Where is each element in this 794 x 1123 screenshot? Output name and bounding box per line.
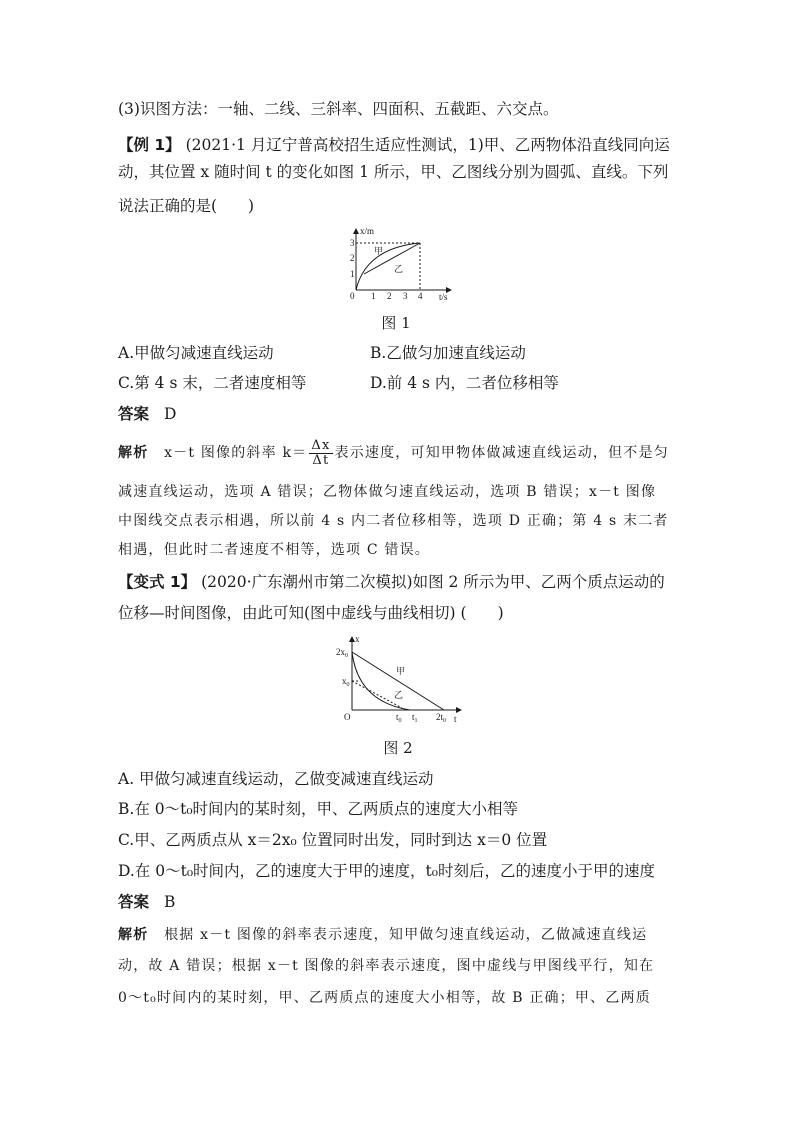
figure1-xt-graph [336,224,456,306]
variant1-option-a: A. 甲做匀减速直线运动，乙做变减速直线运动 [118,770,434,788]
example1-tag: 【例 1】 [118,136,181,154]
figure2-label-yi: 乙 [394,690,404,700]
figure1-x-label: t/s [439,292,448,302]
figure2-line-jia [352,652,444,710]
variant1-line2: 位移—时间图像，由此可知(图中虚线与曲线相切) ( ) [118,604,504,622]
example1-option-a: A.甲做匀减速直线运动 [118,344,274,362]
figure1-ytick-3: 3 [350,238,355,248]
figure1-ytick-2: 2 [350,253,355,263]
variant1-text1: (2020·广东潮州市第二次模拟)如图 2 所示为甲、乙两个质点运动的 [201,573,665,591]
figure2-xt-graph [330,632,470,724]
variant1-solution-line1 [118,924,688,946]
example1-option-b: B.乙做匀加速直线运动 [370,344,526,362]
figure2-ylabel-2x0: $2x_0$ [336,647,348,659]
variant1-option-d: D.在 0～t₀时间内，乙的速度大于甲的速度，t₀时刻后，乙的速度小于甲的速度 [118,862,655,880]
figure2-caption: 图 2 [383,739,413,757]
variant1-answer-label: 答案 [118,893,150,911]
variant1-option-b: B.在 0～t₀时间内的某时刻，甲、乙两质点的速度大小相等 [118,800,519,818]
example1-line3: 说法正确的是( ) [118,197,255,215]
figure1-y-label: x/m [360,226,375,236]
variant1-solution-line3: 0～t₀时间内的某时刻，甲、乙两质点的速度大小相等，故 B 正确；甲、乙两质 [118,990,651,1006]
figure1-xtick-4: 4 [418,291,423,301]
figure1-y-arrow [353,228,359,234]
example1-solution-line3: 中图线交点表示相遇，所以前 4 s 内二者位移相等，选项 D 正确；第 4 s 末二者 [118,513,669,529]
figure2-origin: O [344,712,351,722]
figure1-ytick-1: 1 [350,269,355,279]
example1-line1 [118,134,688,156]
figure1-xtick-3: 3 [403,291,408,301]
figure1-caption: 图 1 [381,314,411,332]
variant1-solution-line2: 动，故 A 错误；根据 x－t 图像的斜率表示速度，图中虚线与甲图线平行，知在 [118,958,655,974]
example1-answer-label: 答案 [118,405,150,423]
example1-solution-label: 解析 [118,445,149,461]
figure2-x-label: t [454,714,457,724]
figure2-label-jia: 甲 [396,666,406,676]
figure2-xlabel-t0: $t_0$ [396,712,402,724]
figure2-x-arrow [456,707,462,713]
fraction-numerator: Δx [311,437,331,453]
figure1-xtick-1: 1 [371,291,376,301]
intro-text: (3)识图方法：一轴、二线、三斜率、四面积、五截距、六交点。 [118,100,559,118]
example1-solution-line1 [118,436,688,470]
example1-solution-line4: 相遇，但此时二者速度不相等，选项 C 错误。 [118,542,431,558]
figure2-ylabel-x0: $x_0$ [342,676,350,688]
example1-fraction [309,439,332,468]
figure2-curve-yi [352,652,410,710]
figure2-xlabel-2t0: $2t_0$ [436,712,447,724]
variant1-answer-value: B [163,893,176,911]
fraction-denominator: Δt [312,452,330,468]
variant1-solution-label: 解析 [118,927,149,943]
figure1-label-jia: 甲 [374,246,384,256]
example1-line2: 动，其位置 x 随时间 t 的变化如图 1 所示，甲、乙图线分别为圆弧、直线。下列 [118,163,669,181]
figure1-origin: 0 [350,291,355,301]
variant1-option-c: C.甲、乙两质点从 x＝2x₀ 位置同时出发，同时到达 x＝0 位置 [118,831,548,849]
example1-solution-text1a: x－t 图像的斜率 k＝ [164,445,308,461]
variant1-line1 [118,571,688,593]
example1-option-c: C.第 4 s 末，二者速度相等 [118,374,307,392]
figure1-arc-jia [356,243,420,290]
figure2-y-label: x [355,634,360,644]
example1-answer [118,403,688,425]
example1-solution-text1b: 表示速度，可知甲物体做减速直线运动，但不是匀 [334,445,669,461]
example1-answer-value: D [163,405,177,423]
figure1-line-yi [364,243,420,274]
figure2-xlabel-t1: $t_1$ [412,712,418,724]
variant1-tag: 【变式 1】 [118,573,197,591]
variant1-answer [118,891,688,913]
example1-solution-line2: 减速直线运动，选项 A 错误；乙物体做匀速直线运动，选项 B 错误；x－t 图像 [118,484,657,500]
figure1-label-yi: 乙 [394,264,404,274]
example1-option-d: D.前 4 s 内，二者位移相等 [370,374,559,392]
example1-text1: (2021·1 月辽宁普高校招生适应性测试，1)甲、乙两物体沿直线同向运 [185,136,670,154]
variant1-solution-text1: 根据 x－t 图像的斜率表示速度，知甲做匀速直线运动，乙做减速直线运 [164,927,648,943]
figure1-xtick-2: 2 [387,291,392,301]
